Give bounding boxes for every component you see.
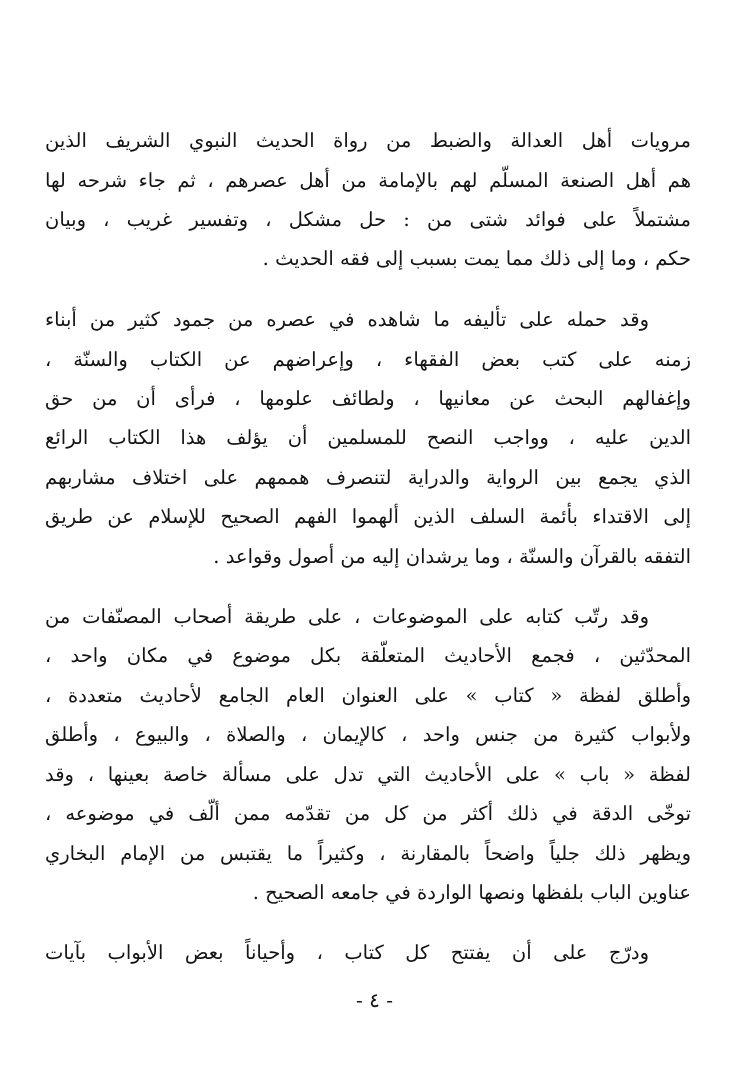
- text-line: وقد رتّب كتابه على الموضوعات ، على طريقة أصحاب المصنّفات من: [45, 605, 649, 628]
- text-line: الدين عليه ، وواجب النصح للمسلمين أن يؤلف هذا الكتاب الرائع: [45, 426, 691, 449]
- text-line: مرويات أهل العدالة والضبط من رواة الحديث النبوي الشريف الذين: [45, 129, 691, 152]
- text-line: المحدّثين ، فجمع الأحاديث المتعلّقة بكل موضوع في مكان واحد ،: [45, 644, 691, 667]
- text-line: لفظة « باب » على الأحاديث التي تدل على مسألة خاصة بعينها ، وقد: [45, 763, 691, 786]
- text-line: زمنه على كتب بعض الفقهاء ، وإعراضهم عن الكتاب والسنّة ،: [45, 348, 691, 371]
- text-line: ويظهر ذلك جلياً واضحاً بالمقارنة ، وكثيراً ما يقتبس من الإمام البخاري: [45, 842, 691, 865]
- text-line: ودرّج على أن يفتتح كل كتاب ، وأحياناً بعض الأبواب بآيات: [45, 941, 649, 964]
- text-line: إلى الاقتداء بأئمة السلف الذين ألهموا الفهم الصحيح للإسلام عن طريق: [45, 505, 691, 528]
- page-number: - ٤ -: [356, 988, 393, 1012]
- text-line: وقد حمله على تأليفه ما شاهده في عصره من جمود كثير من أبناء: [45, 308, 649, 331]
- text-line: وإغفالهم البحث عن معانيها ، ولطائف علومها ، فرأى أن من حق: [45, 387, 691, 410]
- text-line: الذي يجمع بين الرواية والدراية لتنصرف هممهم على اختلاف مشاربهم: [45, 466, 691, 489]
- text-line: التفقه بالقرآن والسنّة ، وما يرشدان إليه من أصول وقواعد .: [213, 545, 691, 568]
- text-line: توخّى الدقة في ذلك أكثر من كل من تقدّمه ممن ألّف في موضوعه ،: [45, 802, 691, 825]
- text-line: مشتملاً على فوائد شتى من : حل مشكل ، وتفسير غريب ، وبيان: [45, 208, 691, 231]
- text-line: ولأبواب كثيرة من جنس واحد ، كالإيمان ، والصلاة ، والبيوع ، وأطلق: [45, 723, 691, 746]
- text-line: عناوين الباب بلفظها ونصها الواردة في جامعه الصحيح .: [252, 881, 691, 904]
- text-line: حكم ، وما إلى ذلك مما يمت بسبب إلى فقه الحديث .: [262, 247, 691, 270]
- text-line: وأطلق لفظة « كتاب » على العنوان العام الجامع لأحاديث متعددة ،: [45, 684, 691, 707]
- text-line: هم أهل الصنعة المسلّم لهم بالإمامة من أهل عصرهم ، ثم جاء شرحه لها: [45, 169, 691, 192]
